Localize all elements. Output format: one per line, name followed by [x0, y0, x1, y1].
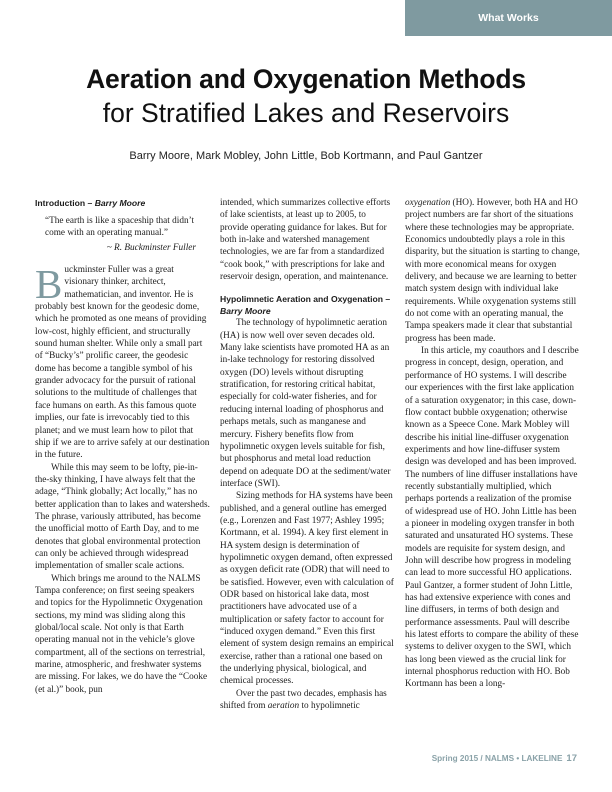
italic-term: aeration	[267, 701, 300, 712]
paragraph	[405, 197, 580, 345]
heading-text: Introduction –	[35, 198, 95, 208]
section-tab	[405, 0, 612, 36]
paragraph: The technology of hypolimnetic aeration (HA) is now well over seven decades old. Many lake scientists have promoted HA as an in-lake technology for restoring dissolved oxygen (DO) levels without disrupting stratification, for restoring critical habitat, especially for cold-water fisheries, and for reducing internal loading of phosphorus and perhaps metals, such as manganese and mercury. Fishery benefits flow from hypolimnetic oxygen levels suitable for fish, but phosphorus and metal load reduction depend on adequate DO at the sediment/water interface (SWI).	[220, 318, 391, 489]
column-2	[220, 197, 395, 712]
page-footer	[432, 753, 577, 764]
paragraph: Which brings me around to the NALMS Tampa conference; on first seeing speakers and topics for the Hypolimnetic Oxygenation sections, my mind was sliding along this global/local scale. Not only is that Earth operating manual not in the vehicle’s glove compartment, all of the sections on terrestrial, marine, atmospheric, and freshwater systems are missing. For lakes, we do have the “Cooke (et al.)” book, pun	[35, 573, 208, 695]
italic-term: oxygenation	[405, 198, 451, 208]
paragraph-text: (HO). However, both HA and HO project numbers are far short of the situations where these technologies may be appropriate. Economics undoubtedly plays a role in this disparity, but the situation is starting to change, with more economical means for oxygen delivery, and because we are learning to better match system design with individual lake requirements. While oxygenation systems still do not come with an operating manual, the Tampa speakers made it clear that substantial progress has been made.	[405, 198, 580, 344]
section-heading-hypolimnetic	[220, 293, 395, 317]
heading-author: Barry Moore	[220, 306, 271, 317]
epigraph-attribution: ~ R. Buckminster Fuller	[106, 242, 196, 253]
paragraph: Sizing methods for HA systems have been published, and a general outline has emerged (e.g., Lorenzen and Fast 1977; Ashley 1995; Kortmann, et al. 1994). A key first element in HA system design is determination of hypolimnetic oxygen demand, often expressed as oxygen deficit rate (ODR) that will need to be satisfied. However, even with calculation of ODR based on historical lake data, most practitioners have advocated use of a multiplication or safety factor to account for “induced oxygen demand.” Even this first element of system design remains an empirical exercise, rather than a rational one based on the underlying physical, biological, and chemical processes.	[220, 491, 394, 687]
paragraph-text: Over the past two decades, emphasis has shifted from	[220, 688, 387, 712]
article-title: Aeration and Oxygenation Methods	[86, 64, 526, 94]
epigraph-quote: “The earth is like a spaceship that didn’t come with an operating manual.”	[45, 216, 195, 239]
paragraph	[220, 688, 395, 713]
column-3	[405, 197, 580, 691]
paragraph: intended, which summarizes collective efforts of lake scientists, at least up to 2005, to provide operating guidance for lakes. But for both in-lake and watershed management technologies, we are far from a standardized “cook book,” with prescriptions for lake and reservoir design, operation, and maintenance.	[220, 198, 391, 283]
column-1	[35, 197, 210, 696]
paragraph: In this article, my coauthors and I describe progress in concept, design, operation, and performance of HO systems. I will describe our experiences with the first lake application of a saturation oxygenator; in this case, down-flow contact bubble oxygenation; otherwise known as a Speece Cone. Mark Mobley will describe his initial line-diffuser oxygenation experiments and how line-diffuser system design was developed and has been improved. The numbers of line diffuser installations have recently substantially multiplied, which perhaps portends a realization of the promise of widespread use of HO. John Little has been a pioneer in modeling oxygen transfer in both saturated and unsaturated HO systems. These models are requisite for system design, and John will describe how progress in modeling can lead to more successful HO applications. Paul Gantzer, a former student of John Little, has had extensive experience with cones and line diffusers, in terms of both design and performance assessments. Paul will describe his latest efforts to compare the ability of these systems to deliver oxygen to the SWI, which has long been viewed as the crucial link for internal phosphorus reduction with HO. Bob Kortmann has been a long-	[405, 346, 579, 690]
paragraph-text: to hypolimnetic	[299, 701, 360, 712]
issue-line: Spring 2015 / NALMS • LAKELINE	[431, 754, 563, 763]
paragraph-text: uckminster Fuller was a great visionary thinker, architect, mathematician, and inventor. He is probably best known for the geodesic dome, which he promoted as one means of providing low-cost, highly efficient, and structurally sound human shelter. While only a small part of “Bucky’s” prolific career, the geodesic dome has become a tangible symbol of his grander advocacy for the pursuit of rational solutions to the multitude of challenges that face humans on earth. As this famous quote implies, our fate is irrevocably tied to this planet; and we must learn how to pilot that ship if we are to arrive safely at our destination in the future.	[35, 265, 210, 461]
heading-author: Barry Moore	[94, 198, 146, 208]
page-number: 17	[566, 753, 577, 764]
section-heading-introduction	[35, 197, 210, 209]
paragraph	[35, 261, 210, 462]
section-tab-label: What Works	[478, 12, 539, 24]
article-subtitle: for Stratified Lakes and Reservoirs	[102, 98, 510, 128]
drop-cap: B	[35, 261, 63, 308]
author-list: Barry Moore, Mark Mobley, John Little, Bob Kortmann, and Paul Gantzer	[129, 150, 483, 162]
paragraph: While this may seem to be lofty, pie-in-the-sky thinking, I have always felt that the adage, “Think globally; Act locally,” has no better application than to lakes and watersheds. The phrase, variously attributed, has become the unofficial motto of Earth Day, and to me denotes that global environmental protection can only be achieved through widespread implementation of smaller scale actions.	[35, 462, 210, 572]
heading-text: Hypolimnetic Aeration and Oxygenation –	[220, 294, 391, 305]
